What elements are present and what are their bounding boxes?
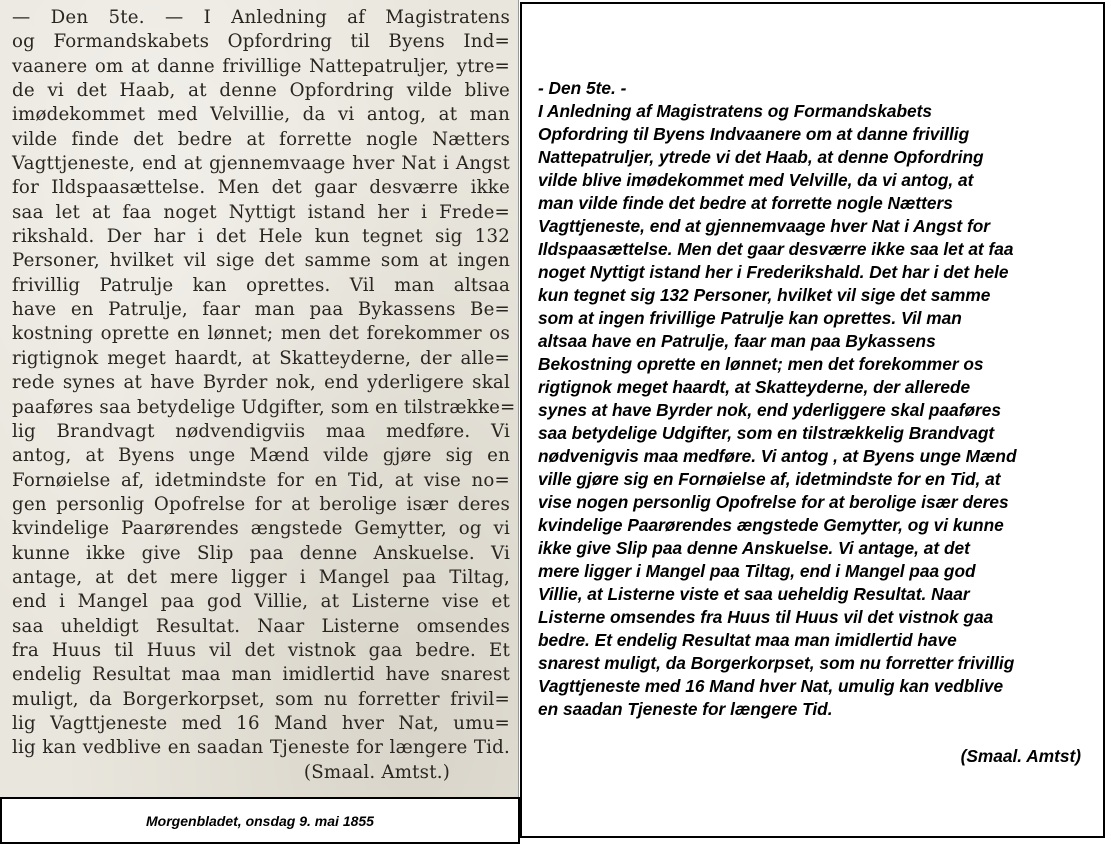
scan-line: for Ildspaasættelse. Men det gaar desværre ikke: [12, 177, 510, 199]
scan-line: endelig Resultat maa man imidlertid have snarest: [12, 664, 510, 686]
transcription-line: Nattepatruljer, ytrede vi det Haab, at denne Opfordring: [538, 147, 984, 167]
transcription-line: mere ligger i Mangel paa Tiltag, end i Mangel paa god: [538, 561, 976, 581]
scan-text-column: [12, 6, 516, 785]
transcription-line: kvindelige Paarørendes ængstede Gemytter, og vi kunne: [538, 515, 1004, 535]
transcription-line: vise nogen personlig Opofrelse for at berolige især deres: [538, 492, 1009, 512]
transcription-line: - Den 5te. -: [538, 78, 627, 98]
scan-line: frivillig Patrulje kan oprettes. Vil man altsaa: [12, 274, 510, 296]
scan-line: kostning oprette en lønnet; men det forekommer os: [12, 323, 510, 345]
scan-line: Personer, hvilket vil sige det samme som at ingen: [12, 250, 510, 272]
transcription-line: Villie, at Listerne viste et saa ueheldig Resultat. Naar: [538, 584, 970, 604]
scan-line: rede synes at have Byrder nok, end yderligere skal: [12, 372, 510, 394]
transcription-line: Listerne omsendes fra Huus til Huus vil det vistnok gaa: [538, 607, 994, 627]
scan-line: antage, at det mere ligger i Mangel paa Tiltag,: [12, 566, 510, 588]
transcription-line: bedre. Et endelig Resultat maa man imidlertid have: [538, 630, 957, 650]
transcription-line: Vagttjeneste med 16 Mand hver Nat, umulig kan vedblive: [538, 676, 1004, 696]
scan-line: rigtignok meget haardt, at Skatteyderne, der alle=: [12, 347, 510, 369]
scan-line: rikshald. Der har i det Hele kun tegnet sig 132: [12, 226, 510, 248]
scan-line: kunne ikke give Slip paa denne Anskuelse. Vi: [12, 542, 510, 564]
scan-line: Fornøielse af, idetmindste for en Tid, at vise no=: [12, 469, 510, 491]
scan-line: vilde finde det bedre at forrette nogle Nætters: [12, 128, 510, 150]
scan-line: — Den 5te. — I Anledning af Magistratens: [12, 7, 510, 28]
scan-line: saa let at faa noget Nyttigt istand her i Frede=: [12, 201, 510, 223]
scan-line: lig Vagttjeneste med 16 Mand hver Nat, umu=: [12, 712, 510, 734]
scan-line: imødekommet med Velvillie, da vi antog, at man: [12, 104, 510, 126]
transcription-line: som at ingen frivillige Patrulje kan oprettes. Vil man: [538, 308, 962, 328]
scan-line: kvindelige Paarørendes ængstede Gemytter, og vi: [12, 518, 510, 540]
transcription-line: saa betydelige Udgifter, som en tilstrækkelig Brandvagt: [538, 423, 995, 443]
scan-line: antog, at Byens unge Mænd vilde gjøre sig en: [12, 445, 510, 467]
scan-line: gen personlig Opofrelse for at berolige især deres: [12, 493, 510, 515]
transcription-line: altsaa have en Patrulje, faar man paa Bykassens: [538, 331, 936, 351]
scan-line: og Formandskabets Opfordring til Byens Ind=: [12, 31, 510, 53]
scan-line: have en Patrulje, faar man paa Bykassens Be=: [12, 299, 510, 321]
transcription-line: I Anledning af Magistratens og Formandskabets: [538, 101, 933, 121]
scan-line: Vagttjeneste, end at gjennemvaage hver Nat i Angst: [12, 153, 510, 175]
transcription-line: synes at have Byrder nok, end yderliggere skal paaføres: [538, 400, 1001, 420]
scan-line: vaanere om at danne frivillige Nattepatruljer, ytre=: [12, 55, 510, 77]
scan-caption-box: [0, 797, 520, 844]
transcription-line: man vilde finde det bedre at forrette nogle Nætters: [538, 193, 953, 213]
newspaper-scan-image: [0, 0, 519, 797]
transcription-panel: [520, 2, 1105, 838]
transcription-line: Ildspaasættelse. Men det gaar desværre ikke saa let at faa: [538, 239, 1014, 259]
transcription-line: snarest muligt, da Borgerkorpset, som nu forretter frivillig: [538, 653, 1015, 673]
scan-line: muligt, da Borgerkorpset, som nu forretter frivil=: [12, 688, 510, 710]
transcription-line: rigtignok meget haardt, at Skatteyderne, der allerede: [538, 377, 971, 397]
transcription-line: vilde blive imødekommet med Velville, da vi antog, at: [538, 170, 974, 190]
scan-caption: Morgenbladet, onsdag 9. mai 1855: [146, 812, 374, 829]
scan-line: saa uheldigt Resultat. Naar Listerne omsendes: [12, 615, 510, 637]
transcription-text: [538, 77, 1083, 721]
scan-line: lig Brandvagt nødvendigviis maa medføre. Vi: [12, 420, 510, 442]
transcription-line: en saadan Tjeneste for længere Tid.: [538, 699, 833, 719]
transcription-line: ikke give Slip paa denne Anskuelse. Vi antage, at det: [538, 538, 970, 558]
scan-line: end i Mangel paa god Villie, at Listerne vise et: [12, 591, 510, 613]
transcription-line: nødvenigvis maa medføre. Vi antog , at Byens unge Mænd: [538, 446, 1017, 466]
scan-line: (Smaal. Amtst.): [303, 761, 450, 783]
scan-line: de vi det Haab, at denne Opfordring vilde blive: [12, 80, 510, 102]
transcription-line: Opfordring til Byens Indvaanere om at danne frivillig: [538, 124, 970, 144]
scan-line: paaføres saa betydelige Udgifter, som en tilstrække=: [12, 396, 516, 418]
transcription-source: (Smaal. Amtst): [960, 746, 1081, 766]
transcription-line: Bekostning oprette en lønnet; men det forekommer os: [538, 354, 984, 374]
transcription-line: noget Nyttigt istand her i Frederikshald. Det har i det hele: [538, 262, 1009, 282]
transcription-line: Vagttjeneste, end at gjennemvaage hver Nat i Angst for: [538, 216, 990, 236]
transcription-line: kun tegnet sig 132 Personer, hvilket vil sige det samme: [538, 285, 991, 305]
scan-line: fra Huus til Huus vil det vistnok gaa bedre. Et: [12, 639, 510, 661]
transcription-line: ville gjøre sig en Fornøielse af, idetmindste for en Tid, at: [538, 469, 1001, 489]
scan-line: lig kan vedblive en saadan Tjeneste for længere Tid.: [12, 737, 510, 759]
